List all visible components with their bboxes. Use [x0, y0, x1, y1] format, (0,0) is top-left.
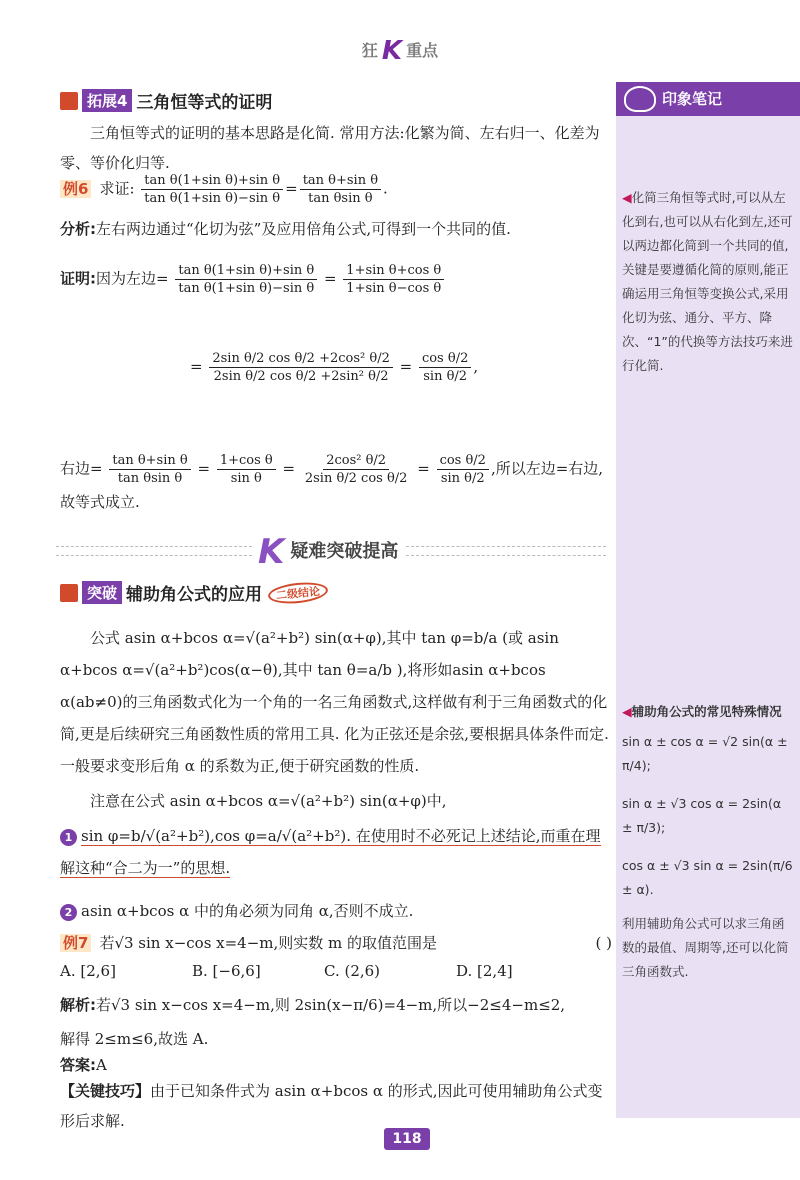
side-formula-3: cos α ± √3 sin α = 2sin(π/6 ± α). [622, 858, 793, 897]
header-k-logo: K [381, 36, 403, 66]
divider-right [406, 546, 606, 556]
proof-right: 右边= $\frac{\text{tan θ+sin θ}}{\text{tan θsin θ}}$ = $\frac{\text{1+cos θ}}{\text{sin θ}}$ = $\frac{\text{2cos² θ/2}}{\text{2sin θ/2 cos θ/2}}$ = $\frac{\text{cos θ/2}}{\text{sin θ/2}}$ ,所以左边=右边,故等式成立. [60, 453, 604, 511]
sidebar-header [616, 82, 800, 116]
answer: 答案:A [60, 1056, 107, 1074]
section-title-1 [60, 88, 272, 113]
note-1: 1 sin φ=b/√(a²+b²),cos φ=a/√(a²+b²). 在使用时不必死记上述结论,而重在理解这种“合二为一”的思想. [60, 827, 601, 877]
side-note-1: ◀化简三角恒等式时,可以从左化到右,也可以从右化到左,还可以两边都化简到一个共同的值,关键是要遵循化简的原则,能正确运用三角恒等变换公式,采用化切为弦、通分、平方、降次、“1”的代换等方法技巧来进行化简. [622, 190, 793, 373]
analysis-7-result: 解得 2≤m≤6,故选 A. [60, 1030, 209, 1048]
option-c: C. (2,6) [324, 962, 381, 980]
note-2: 2 asin α+bcos α 中的角必须为同角 α,否则不成立. [60, 896, 612, 926]
paragraph-note: 注意在公式 asin α+bcos α=√(a²+b²) sin(α+φ)中, [90, 792, 447, 810]
divider-left [56, 546, 252, 556]
option-a: A. [2,6] [60, 962, 116, 980]
option-d: D. [2,4] [456, 962, 513, 980]
example-6: 例6 求证: $\frac{\text{tan θ(1+sin θ)+sin θ}}{\text{tan θ(1+sin θ)−sin θ}}$ = $\frac{\text{tan θ+sin θ}}{\text{tan θsin θ}}$ . [60, 172, 612, 207]
proof-step-2: = $\frac{\text{2sin θ/2 cos θ/2 +2cos² θ/2}}{\text{2sin θ/2 cos θ/2 +2sin² θ/2}}$ = $\frac{\text{cos θ/2}}{\text{sin θ/2}}$ , [190, 351, 479, 384]
options-row [60, 956, 612, 986]
key-technique: 【关键技巧】由于已知条件式为 asin α+bcos α 的形式,因此可使用辅助角公式变形后求解. [60, 1082, 603, 1130]
page-header [0, 36, 800, 66]
header-right: 重点 [406, 41, 439, 60]
book-icon [60, 92, 78, 110]
book-icon [60, 584, 78, 602]
analysis-6: 分析:左右两边通过“化切为弦”及应用倍角公式,可得到一个共同的值. [60, 220, 511, 238]
analysis-7: 解析:若√3 sin x−cos x=4−m,则 2sin(x−π/6)=4−m,所以−2≤4−m≤2, [60, 996, 566, 1014]
number-1-icon: 1 [60, 829, 77, 846]
side-formula-2: sin α ± √3 cos α = 2sin(α ± π/3); [622, 796, 782, 835]
elephant-icon [624, 86, 656, 112]
paragraph-intro: 三角恒等式的证明的基本思路是化简. 常用方法:化繁为简、左右归一、化差为零、等价化归等. [60, 124, 600, 172]
stamp-badge: 二级结论 [267, 579, 329, 605]
section-tag: 拓展4 [82, 89, 132, 112]
section-banner: K疑难突破提高 [258, 532, 399, 572]
proof-left: 证明:因为左边= $\frac{\text{tan θ(1+sin θ)+sin θ}}{\text{tan θ(1+sin θ)−sin θ}}$ = $\frac{\text{1+sin θ+cos θ}}{\text{1+sin θ−cos θ}}$ [60, 262, 612, 297]
sidebar-title: 印象笔记 [662, 90, 723, 108]
page-number: 118 [384, 1128, 430, 1150]
side-note-2: ◀辅助角公式的常见特殊情况 sin α ± cos α = √2 sin(α ± π/4); sin α ± √3 cos α = 2sin(α ± π/3); cos α ± √3 sin α = 2sin(π/6 ± α). 利用辅助角公式可以求三角函数的最值、周期等,还可以化简三角函数式. [622, 700, 794, 984]
paragraph-formula: 公式 asin α+bcos α=√(a²+b²) sin(α+φ),其中 tan φ=b/a (或 asin α+bcos α=√(a²+b²)cos(α−θ),其中 tan θ=a/b ),将形如asin α+bcos α(ab≠0)的三角函数式化为一个角的一名三角函数式,这样做有利于三角函数式的化简,更是后续研究三角函数性质的常用工具. 化为正弦还是余弦,要根据具体条件而定. 一般要求变形后角 α 的系数为正,便于研究函数的性质. [60, 629, 609, 775]
number-2-icon: 2 [60, 904, 77, 921]
side-formula-4: 利用辅助角公式可以求三角函数的最值、周期等,还可以化简三角函数式. [622, 916, 789, 979]
section-heading: 三角恒等式的证明 [136, 93, 273, 113]
section-title-2: 突破 辅助角公式的应用 二级结论 [60, 580, 328, 605]
header-left: 狂 [361, 41, 378, 60]
example-7: 例7 若√3 sin x−cos x=4−m,则实数 m 的取值范围是 ( ) [60, 928, 612, 958]
side-formula-1: sin α ± cos α = √2 sin(α ± π/4); [622, 734, 788, 773]
option-b: B. [−6,6] [192, 962, 261, 980]
